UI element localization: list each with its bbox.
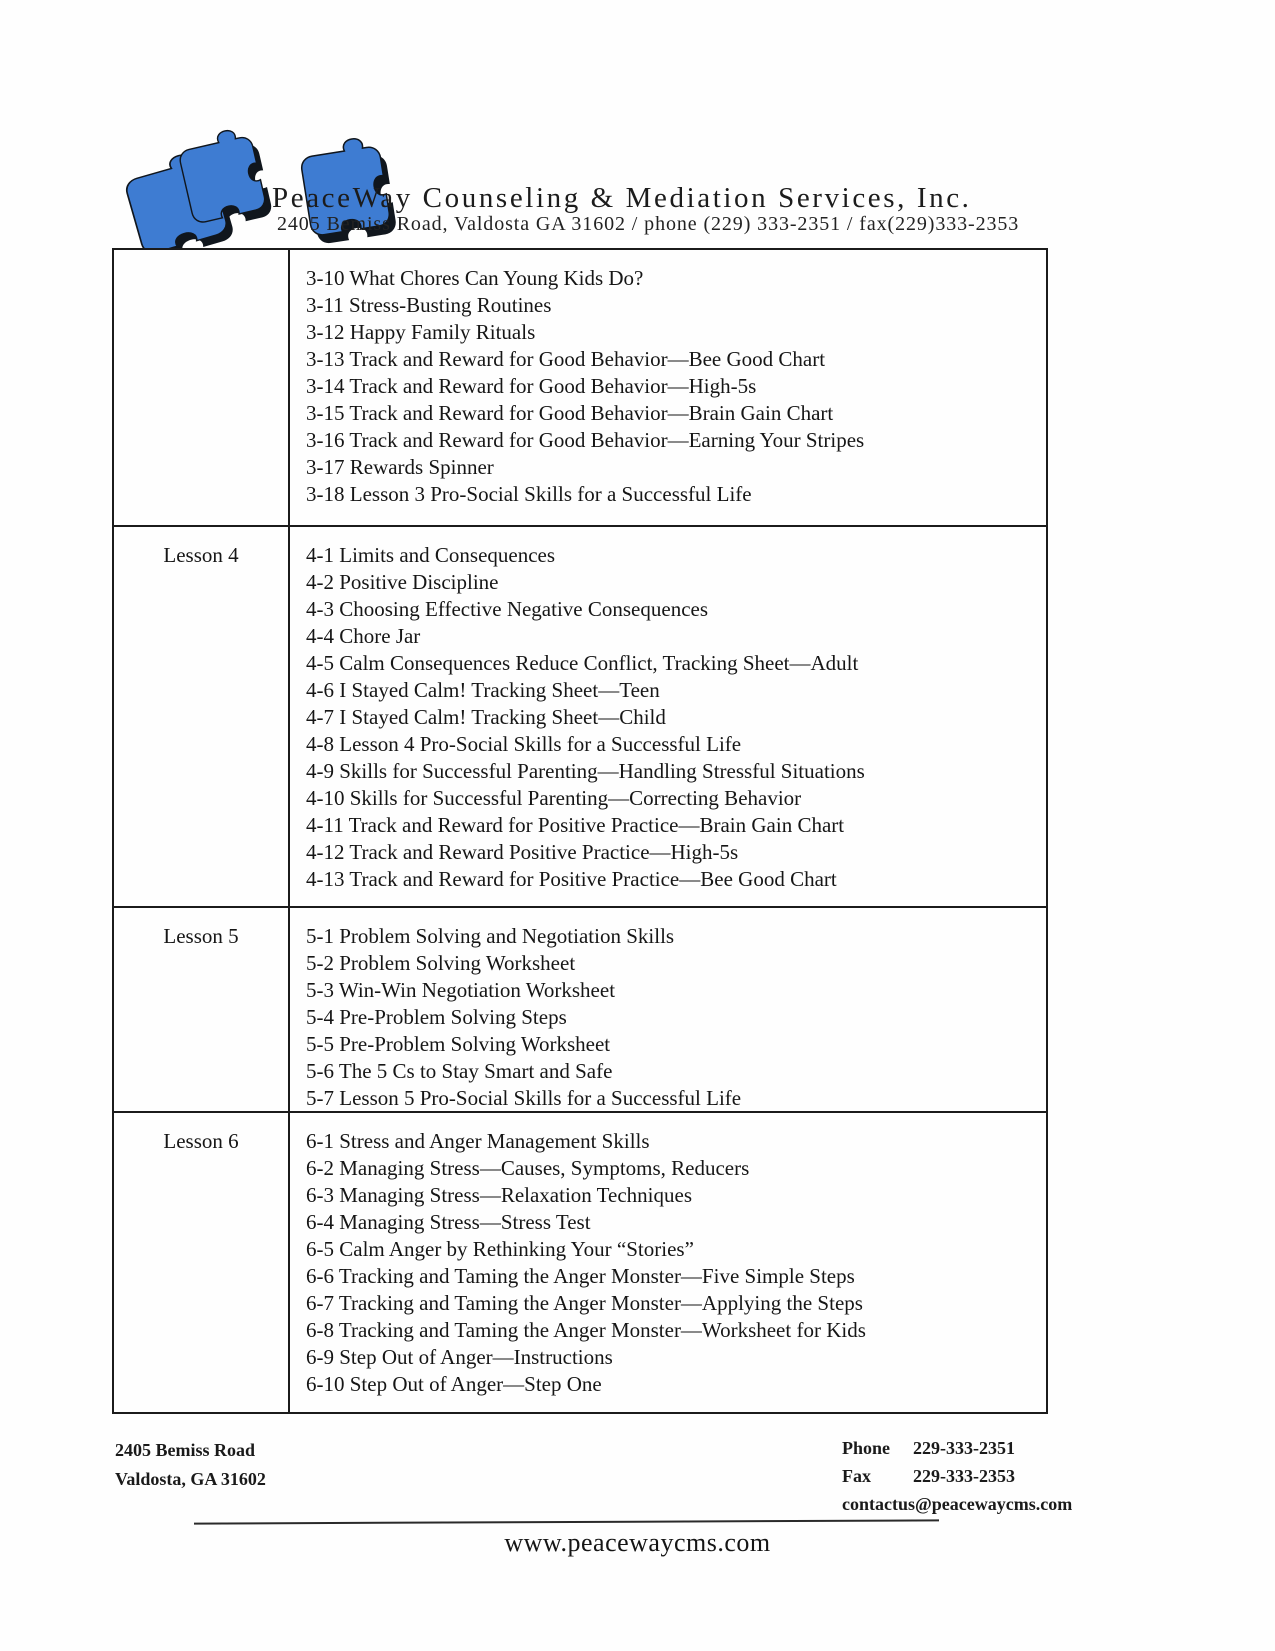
lesson-label: Lesson 5 [114,908,290,1111]
toc-item: 6-9 Step Out of Anger—Instructions [306,1345,613,1369]
toc-item: 4-3 Choosing Effective Negative Consequences [306,597,709,621]
toc-item: 6-5 Calm Anger by Rethinking Your “Stories” [306,1237,694,1261]
lesson-row [114,1111,1046,1412]
lesson-row [114,906,1046,1111]
footer-address-line1: 2405 Bemiss Road [115,1440,256,1460]
toc-item: 6-10 Step Out of Anger—Step One [306,1372,602,1396]
fax-number: 229-333-2353 [913,1466,1015,1486]
lesson-items [290,908,1046,1111]
lesson-row [114,250,1046,525]
toc-item: 6-2 Managing Stress—Causes, Symptoms, Reducers [306,1156,750,1180]
lesson-label [114,250,290,525]
toc-item: 4-5 Calm Consequences Reduce Conflict, Tracking Sheet—Adult [306,651,859,675]
toc-item: 5-6 The 5 Cs to Stay Smart and Safe [306,1059,613,1083]
toc-item: 4-6 I Stayed Calm! Tracking Sheet—Teen [306,678,660,702]
toc-item: 3-15 Track and Reward for Good Behavior—Brain Gain Chart [306,401,834,425]
footer-fax-row [842,1462,1072,1490]
toc-item: 5-7 Lesson 5 Pro-Social Skills for a Successful Life [306,1086,742,1110]
toc-item: 6-1 Stress and Anger Management Skills [306,1129,650,1153]
toc-item: 3-13 Track and Reward for Good Behavior—Bee Good Chart [306,347,826,371]
toc-item: 4-7 I Stayed Calm! Tracking Sheet—Child [306,705,666,729]
toc-item: 4-8 Lesson 4 Pro-Social Skills for a Successful Life [306,732,742,756]
footer-website: www.peacewaycms.com [504,1528,771,1557]
toc-item: 4-12 Track and Reward Positive Practice—High-5s [306,840,739,864]
toc-item: 4-11 Track and Reward for Positive Practice—Brain Gain Chart [306,813,845,837]
toc-item: 4-1 Limits and Consequences [306,543,556,567]
lesson-label: Lesson 4 [114,527,290,906]
letterhead-address-line: 2405 Bemiss Road, Valdosta GA 31602 / phone (229) 333-2351 / fax(229)333-2353 [277,213,1020,235]
toc-item: 5-4 Pre-Problem Solving Steps [306,1005,567,1029]
toc-item: 3-10 What Chores Can Young Kids Do? [306,266,644,290]
toc-item: 3-17 Rewards Spinner [306,455,494,479]
phone-label: Phone [842,1438,891,1458]
lesson-items [290,1113,1046,1412]
toc-item: 3-14 Track and Reward for Good Behavior—High-5s [306,374,757,398]
toc-item: 6-7 Tracking and Taming the Anger Monster—Applying the Steps [306,1291,863,1315]
fax-label: Fax [842,1466,871,1486]
toc-item: 3-12 Happy Family Rituals [306,320,536,344]
toc-item: 4-2 Positive Discipline [306,570,499,594]
toc-item: 6-8 Tracking and Taming the Anger Monster—Worksheet for Kids [306,1318,866,1342]
toc-item: 3-18 Lesson 3 Pro-Social Skills for a Successful Life [306,482,752,506]
toc-item: 5-2 Problem Solving Worksheet [306,951,576,975]
footer-divider-line [194,1519,939,1524]
toc-item: 6-6 Tracking and Taming the Anger Monster—Five Simple Steps [306,1264,855,1288]
lesson-label: Lesson 6 [114,1113,290,1412]
toc-item: 3-11 Stress-Busting Routines [306,293,552,317]
footer-address-line2: Valdosta, GA 31602 [115,1469,266,1489]
toc-item: 4-10 Skills for Successful Parenting—Correcting Behavior [306,786,802,810]
footer-address-block [115,1436,266,1494]
footer-email: contactus@peacewaycms.com [842,1494,1073,1514]
lesson-items [290,527,1046,906]
toc-item: 6-4 Managing Stress—Stress Test [306,1210,591,1234]
toc-item: 4-9 Skills for Successful Parenting—Handling Stressful Situations [306,759,865,783]
toc-item: 5-5 Pre-Problem Solving Worksheet [306,1032,611,1056]
toc-item: 3-16 Track and Reward for Good Behavior—Earning Your Stripes [306,428,865,452]
phone-number: 229-333-2351 [913,1438,1015,1458]
footer-contact-block [842,1434,1072,1518]
toc-item: 5-3 Win-Win Negotiation Worksheet [306,978,616,1002]
company-name: PeaceWay Counseling & Mediation Services, Inc. [272,182,972,214]
toc-item: 4-13 Track and Reward for Positive Practice—Bee Good Chart [306,867,837,891]
toc-item: 6-3 Managing Stress—Relaxation Techniques [306,1183,692,1207]
lesson-items [290,250,1046,525]
lesson-contents-table [112,248,1048,1414]
toc-item: 4-4 Chore Jar [306,624,421,648]
footer-phone-row [842,1434,1072,1462]
lesson-row [114,525,1046,906]
toc-item: 5-1 Problem Solving and Negotiation Skills [306,924,675,948]
